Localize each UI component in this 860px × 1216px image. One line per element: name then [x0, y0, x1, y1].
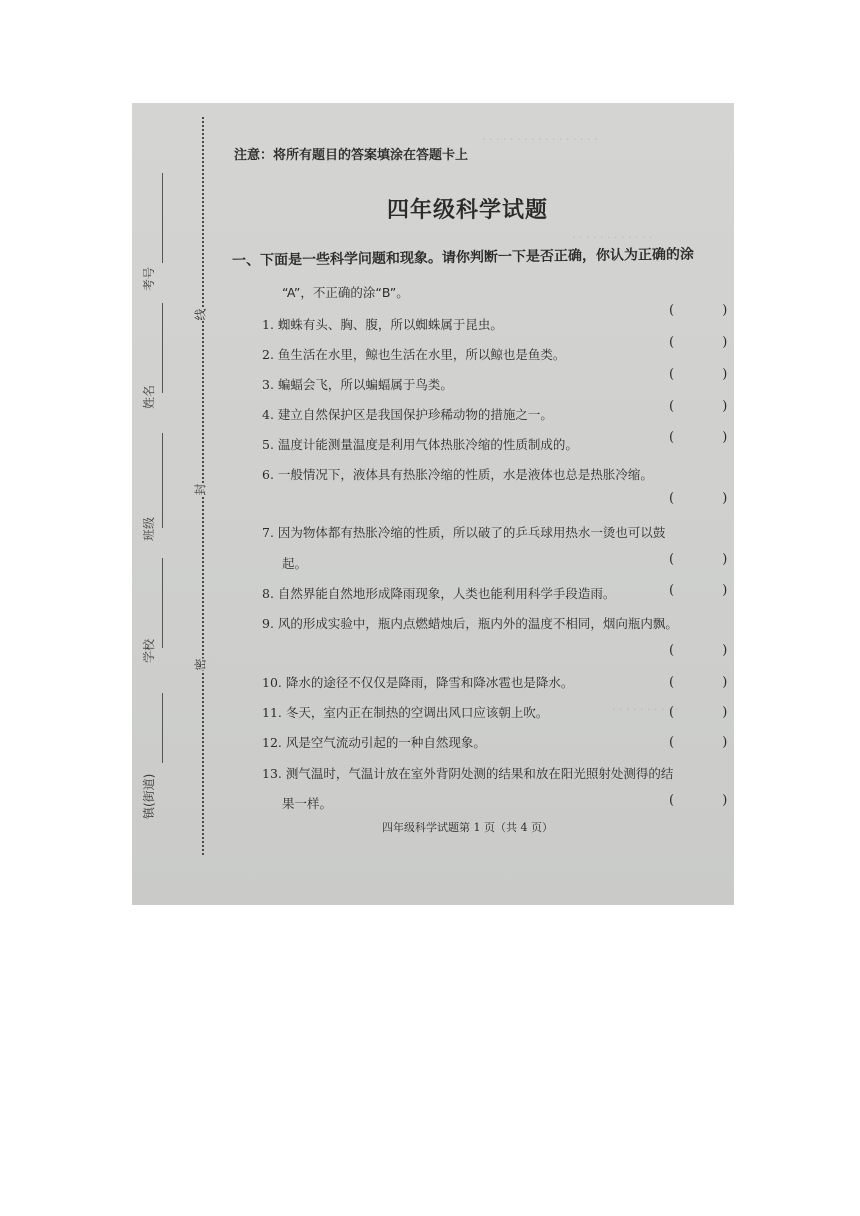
notice-text: 注意：将所有题目的答案填涂在答题卡上: [234, 148, 469, 163]
bleed-through: · · · · · · · · · · · ·: [572, 231, 653, 244]
seal-char-line: 线: [193, 308, 208, 321]
question-1: 1. 蜘蛛有头、胸、腹，所以蜘蛛属于昆虫。: [262, 317, 503, 332]
side-field-name: 姓名: [142, 384, 156, 409]
answer-paren: ( ): [669, 430, 750, 445]
question-6: 6. 一般情况下，液体具有热胀冷缩的性质，水是液体也总是热胀冷缩。: [262, 467, 653, 482]
seal-char-secret: 密: [193, 658, 208, 671]
answer-paren: ( ): [669, 705, 750, 720]
field-line: [162, 558, 163, 648]
question-9: 9. 风的形成实验中，瓶内点燃蜡烛后，瓶内外的温度不相同，烟向瓶内飘。: [262, 616, 678, 631]
side-field-class: 班级: [142, 516, 156, 541]
question-4: 4. 建立自然保护区是我国保护珍稀动物的措施之一。: [262, 407, 553, 422]
exam-page: [132, 103, 750, 905]
field-line: [162, 173, 163, 263]
question-8: 8. 自然界能自然地形成降雨现象，人类也能利用科学手段造雨。: [262, 586, 616, 601]
answer-paren: ( ): [669, 367, 750, 382]
side-field-exam-number: 考号: [142, 266, 156, 291]
question-2: 2. 鱼生活在水里，鲸也生活在水里，所以鲸也是鱼类。: [262, 347, 566, 362]
page-footer: 四年级科学试题第 1 页（共 4 页）: [382, 821, 553, 834]
seal-char-seal: 封: [193, 483, 208, 496]
field-line: [162, 303, 163, 393]
question-5: 5. 温度计能测量温度是利用气体热胀冷缩的性质制成的。: [262, 437, 578, 452]
question-13: 13. 测气温时，气温计放在室外背阴处测的结果和放在阳光照射处测得的结: [262, 766, 674, 781]
side-field-school: 学校: [142, 638, 156, 663]
answer-paren: ( ): [669, 491, 750, 506]
section-heading-cont: “A”，不正确的涂“B”。: [282, 285, 409, 300]
answer-paren: ( ): [669, 303, 750, 318]
answer-paren: ( ): [669, 399, 750, 414]
question-11: 11. 冬天，室内正在制热的空调出风口应该朝上吹。: [262, 705, 549, 720]
section-heading: 一、下面是一些科学问题和现象。请你判断一下是否正确，你认为正确的涂: [231, 246, 695, 269]
question-7: 7. 因为物体都有热胀冷缩的性质，所以破了的乒乓球用热水一烫也可以鼓: [262, 525, 666, 540]
answer-paren: ( ): [669, 675, 750, 690]
question-3: 3. 蝙蝠会飞，所以蝙蝠属于鸟类。: [262, 377, 453, 392]
question-7-cont: 起。: [282, 556, 308, 571]
question-12: 12. 风是空气流动引起的一种自然现象。: [262, 735, 486, 750]
page-title: 四年级科学试题: [387, 197, 549, 223]
bleed-through: · · · · · · · · · ·: [612, 703, 679, 716]
answer-paren: ( ): [669, 335, 750, 350]
side-field-town: 镇(街道): [142, 773, 156, 819]
answer-paren: ( ): [669, 643, 750, 658]
answer-paren: ( ): [669, 552, 750, 567]
question-10: 10. 降水的途径不仅仅是降雨，降雪和降冰雹也是降水。: [262, 675, 574, 690]
field-line: [162, 433, 163, 528]
answer-paren: ( ): [669, 793, 750, 808]
answer-paren: ( ): [669, 583, 750, 598]
bleed-through: · · · · · · · · · · · · · · · · ·: [482, 133, 598, 146]
question-13-cont: 果一样。: [282, 796, 333, 811]
answer-paren: ( ): [669, 735, 750, 750]
field-line: [162, 693, 163, 763]
